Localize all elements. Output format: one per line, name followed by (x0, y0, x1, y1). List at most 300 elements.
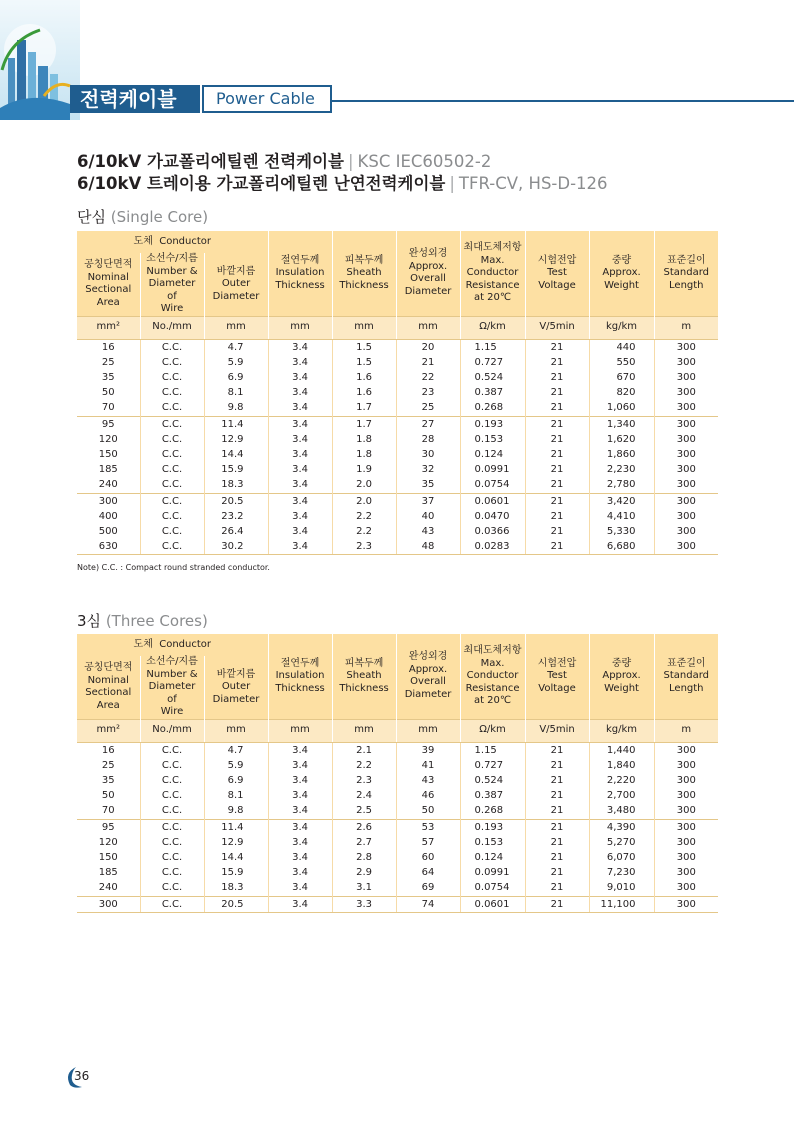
table-cell: 70 (101, 402, 115, 414)
table-row (77, 432, 718, 447)
table-cell: 18.3 (204, 477, 268, 493)
table-cell: 21 (525, 462, 589, 477)
table-cell: 23.2 (204, 509, 268, 524)
table-cell: 3.4 (268, 370, 332, 385)
unit-cell: mm (268, 316, 332, 339)
table-cell: 2,780 (589, 477, 654, 493)
table-cell: 3.4 (268, 385, 332, 400)
table-cell: 2.9 (332, 865, 396, 880)
table-cell: 0.524 (460, 370, 525, 385)
table-cell: 21 (525, 896, 589, 912)
unit-cell: V/5min (525, 719, 589, 742)
table-cell: C.C. (140, 850, 204, 865)
table-cell: 11.4 (204, 416, 268, 432)
table-row (77, 493, 718, 509)
unit-cell: mm² (77, 316, 140, 339)
table-cell: 25 (101, 759, 115, 771)
table-cell: 11.4 (204, 819, 268, 835)
table-cell: 39 (396, 742, 460, 758)
table-cell: 1.5 (332, 355, 396, 370)
table-cell: 120 (98, 433, 118, 445)
table-cell: 300 (654, 370, 718, 385)
weight-header: 중량 Approx. Weight (589, 231, 654, 316)
table-cell: 3.1 (332, 880, 396, 896)
table-cell: 4.7 (204, 339, 268, 355)
table-cell: 2.5 (332, 803, 396, 819)
table-cell: 21 (525, 835, 589, 850)
product-standard-2: TFR-CV, HS-D-126 (458, 174, 608, 193)
table-cell: 0.0366 (460, 524, 525, 539)
table-cell: 440 (589, 339, 654, 355)
table-cell: 21 (525, 416, 589, 432)
nominal-area-header: 공칭단면적 Nominal Sectional Area (77, 656, 140, 719)
table-cell: 300 (654, 509, 718, 524)
table-cell: 2.3 (332, 539, 396, 555)
table-cell: 16 (101, 341, 115, 353)
unit-cell: No./mm (140, 316, 204, 339)
table-cell: 30.2 (204, 539, 268, 555)
table-row (77, 385, 718, 400)
table-cell: 1,060 (589, 400, 654, 416)
table-cell: 0.387 (460, 788, 525, 803)
table-cell: 0.153 (460, 432, 525, 447)
table-cell: 0.0991 (460, 462, 525, 477)
single-core-heading (77, 206, 208, 227)
table-cell: 2.7 (332, 835, 396, 850)
table-cell: 0.0991 (460, 865, 525, 880)
table-cell: 32 (396, 462, 460, 477)
table-cell: C.C. (140, 355, 204, 370)
table-row (77, 896, 718, 912)
table-cell: 120 (98, 836, 118, 848)
table-cell: C.C. (140, 758, 204, 773)
table-cell: 21 (525, 400, 589, 416)
table-cell: 1,840 (589, 758, 654, 773)
city-illustration (0, 0, 80, 120)
table-cell: 0.0283 (460, 539, 525, 555)
table-row (77, 819, 718, 835)
units-row (77, 719, 718, 742)
table-cell: 21 (525, 432, 589, 447)
insulation-header: 절연두께 Insulation Thickness (268, 231, 332, 316)
length-header: 표준길이 Standard Length (654, 231, 718, 316)
table-cell: 0.0601 (460, 896, 525, 912)
table-cell: 300 (654, 835, 718, 850)
product-title-1 (77, 148, 491, 172)
table-cell: C.C. (140, 509, 204, 524)
table-cell: 3.4 (268, 355, 332, 370)
category-ko-label: 전력케이블 (70, 85, 200, 113)
table-cell: 2.2 (332, 524, 396, 539)
table-cell: 53 (396, 819, 460, 835)
table-cell: 3.4 (268, 773, 332, 788)
table-cell: 1.5 (332, 339, 396, 355)
table-cell: 60 (396, 850, 460, 865)
table-row (77, 880, 718, 896)
table-cell: 57 (396, 835, 460, 850)
table-cell: 3.4 (268, 447, 332, 462)
table-cell: 5.9 (204, 758, 268, 773)
table-cell: 15.9 (204, 462, 268, 477)
table-cell: 26.4 (204, 524, 268, 539)
table-cell: C.C. (140, 462, 204, 477)
table-cell: 5,330 (589, 524, 654, 539)
table-cell: 3.4 (268, 865, 332, 880)
resistance-header: 최대도체저항 Max. Conductor Resistance at 20℃ (460, 634, 525, 719)
table-cell: 300 (654, 803, 718, 819)
unit-cell: m (654, 316, 718, 339)
table-cell: 3.4 (268, 493, 332, 509)
table-cell: 300 (654, 788, 718, 803)
table-cell: 185 (98, 867, 118, 879)
unit-cell: mm (396, 316, 460, 339)
table-cell: 3.4 (268, 758, 332, 773)
table-cell: C.C. (140, 477, 204, 493)
table-cell: 21 (525, 819, 589, 835)
table-header (77, 634, 718, 742)
sheath-header: 피복두께 Sheath Thickness (332, 634, 396, 719)
table-cell: 3.4 (268, 742, 332, 758)
table-cell: 3.4 (268, 788, 332, 803)
table-cell: 14.4 (204, 447, 268, 462)
table-cell: 12.9 (204, 835, 268, 850)
table-row (77, 477, 718, 493)
table-cell: 0.0470 (460, 509, 525, 524)
table-row (77, 370, 718, 385)
insulation-header: 절연두께 Insulation Thickness (268, 634, 332, 719)
table-cell: 150 (98, 448, 118, 460)
page-number (64, 1065, 94, 1089)
table-cell: 4,390 (589, 819, 654, 835)
table-row (77, 865, 718, 880)
table-cell: 2.8 (332, 850, 396, 865)
table-cell: 50 (396, 803, 460, 819)
table-cell: 300 (654, 773, 718, 788)
table-cell: 2,230 (589, 462, 654, 477)
table-cell: 22 (396, 370, 460, 385)
table-cell: 3.3 (332, 896, 396, 912)
conductor-group-header: 도체 Conductor (77, 231, 268, 253)
page-number-text: 36 (74, 1069, 90, 1083)
table-cell: 1.15 (460, 339, 525, 355)
table-cell: 300 (654, 524, 718, 539)
table-cell: 0.268 (460, 400, 525, 416)
table-cell: 3.4 (268, 400, 332, 416)
table-cell: 43 (396, 773, 460, 788)
title-separator: | (347, 152, 354, 171)
table-cell: 2.2 (332, 509, 396, 524)
table-cell: C.C. (140, 742, 204, 758)
table-cell: 48 (396, 539, 460, 555)
single-core-title-ko: 단심 (77, 208, 106, 226)
table-cell: 21 (396, 355, 460, 370)
table-row (77, 850, 718, 865)
table-cell: 35 (101, 371, 115, 383)
table-row (77, 773, 718, 788)
table-cell: 95 (77, 416, 140, 432)
table-cell: 4,410 (589, 509, 654, 524)
table-cell: C.C. (140, 773, 204, 788)
table-cell: 0.524 (460, 773, 525, 788)
table-cell: 300 (654, 477, 718, 493)
table-cell: 21 (525, 850, 589, 865)
table-cell: 3.4 (268, 416, 332, 432)
table-cell: 5.9 (204, 355, 268, 370)
table-cell: 300 (654, 896, 718, 912)
test-voltage-header: 시험전압 Test Voltage (525, 634, 589, 719)
table-cell: 21 (525, 509, 589, 524)
unit-cell: mm (268, 719, 332, 742)
table-row (77, 835, 718, 850)
table-cell: 300 (77, 493, 140, 509)
table-cell: 820 (589, 385, 654, 400)
table-cell: 0.0754 (460, 880, 525, 896)
table-cell: 300 (654, 850, 718, 865)
unit-cell: mm (396, 719, 460, 742)
table-cell: 21 (525, 447, 589, 462)
table-cell: 21 (525, 524, 589, 539)
table-cell: C.C. (140, 432, 204, 447)
table-cell: 2.3 (332, 773, 396, 788)
table-cell: 3.4 (268, 850, 332, 865)
table-cell: 15.9 (204, 865, 268, 880)
table-cell: 3.4 (268, 835, 332, 850)
resistance-header: 최대도체저항 Max. Conductor Resistance at 20℃ (460, 231, 525, 316)
header-rule (330, 100, 794, 102)
table-cell: 300 (77, 896, 140, 912)
table-cell: 630 (77, 539, 140, 555)
table-cell: 0.0754 (460, 477, 525, 493)
table-cell: 3,480 (589, 803, 654, 819)
table-cell: C.C. (140, 385, 204, 400)
table-cell: 3.4 (268, 819, 332, 835)
table-cell: 500 (98, 525, 118, 537)
sheath-header: 피복두께 Sheath Thickness (332, 231, 396, 316)
table-cell: C.C. (140, 493, 204, 509)
table-cell: 9.8 (204, 803, 268, 819)
table-cell: 2,220 (589, 773, 654, 788)
wire-header: 소선수/지름 Number & Diameter of Wire (140, 253, 204, 316)
table-row (77, 416, 718, 432)
product-standard-1: KSC IEC60502-2 (357, 152, 492, 171)
table-row (77, 803, 718, 819)
table-cell: 6.9 (204, 773, 268, 788)
unit-cell: V/5min (525, 316, 589, 339)
single-core-title-en: (Single Core) (110, 208, 209, 226)
table-cell: 50 (101, 387, 115, 399)
table-cell: 21 (525, 758, 589, 773)
table-cell: C.C. (140, 803, 204, 819)
unit-cell: m (654, 719, 718, 742)
table-cell: 2,700 (589, 788, 654, 803)
table-cell: 300 (654, 385, 718, 400)
test-voltage-header: 시험전압 Test Voltage (525, 231, 589, 316)
table-cell: 1.8 (332, 432, 396, 447)
table-cell: 21 (525, 385, 589, 400)
table-row (77, 742, 718, 758)
table-cell: 28 (396, 432, 460, 447)
table-cell: 20.5 (204, 896, 268, 912)
table-cell: 37 (396, 493, 460, 509)
table-cell: 1,440 (589, 742, 654, 758)
table-cell: 1.7 (332, 416, 396, 432)
table-cell: 8.1 (204, 788, 268, 803)
table-cell: 4.7 (204, 742, 268, 758)
table-cell: C.C. (140, 788, 204, 803)
table-cell: 21 (525, 370, 589, 385)
table-cell: 6,070 (589, 850, 654, 865)
table-cell: 21 (525, 742, 589, 758)
table-cell: 300 (654, 493, 718, 509)
table-cell: 240 (98, 882, 118, 894)
table-cell: 21 (525, 339, 589, 355)
table-row (77, 788, 718, 803)
table-cell: 25 (396, 400, 460, 416)
unit-cell: mm² (77, 719, 140, 742)
table-cell: 1.7 (332, 400, 396, 416)
table-cell: 21 (525, 477, 589, 493)
single-core-table (77, 231, 718, 555)
three-core-rows (77, 742, 718, 912)
table-cell: 2.0 (332, 493, 396, 509)
table-row (77, 758, 718, 773)
table-cell: 20 (396, 339, 460, 355)
table-cell: 30 (396, 447, 460, 462)
table-cell: 2.1 (332, 742, 396, 758)
table-cell: 21 (525, 493, 589, 509)
unit-cell: mm (332, 316, 396, 339)
table-cell: C.C. (140, 370, 204, 385)
table-cell: 21 (525, 865, 589, 880)
table-note: Note) C.C. : Compact round stranded conductor. (77, 563, 270, 572)
table-cell: 21 (525, 539, 589, 555)
unit-cell: No./mm (140, 719, 204, 742)
table-cell: 300 (654, 355, 718, 370)
table-cell: 21 (525, 803, 589, 819)
table-cell: 3.4 (268, 803, 332, 819)
table-cell: 300 (654, 539, 718, 555)
table-cell: 3.4 (268, 477, 332, 493)
table-cell: 0.727 (460, 758, 525, 773)
table-cell: 300 (654, 865, 718, 880)
table-cell: 300 (654, 819, 718, 835)
table-cell: 300 (654, 462, 718, 477)
table-cell: C.C. (140, 416, 204, 432)
table-cell: 16 (101, 744, 115, 756)
table-row (77, 355, 718, 370)
table-cell: 25 (101, 356, 115, 368)
table-cell: 0.153 (460, 835, 525, 850)
table-cell: 69 (396, 880, 460, 896)
table-cell: 3.4 (268, 896, 332, 912)
table-cell: 70 (101, 805, 115, 817)
table-cell: 11,100 (589, 896, 654, 912)
table-row (77, 447, 718, 462)
table-cell: C.C. (140, 339, 204, 355)
unit-cell: Ω/km (460, 316, 525, 339)
table-cell: 8.1 (204, 385, 268, 400)
table-row (77, 509, 718, 524)
single-core-rows (77, 339, 718, 555)
title-separator: | (449, 174, 455, 193)
table-cell: 300 (654, 432, 718, 447)
unit-cell: kg/km (589, 316, 654, 339)
length-header: 표준길이 Standard Length (654, 634, 718, 719)
table-cell: 0.387 (460, 385, 525, 400)
overall-diameter-header: 완성외경 Approx. Overall Diameter (396, 231, 460, 316)
table-cell: 3.4 (268, 509, 332, 524)
table-cell: 5,270 (589, 835, 654, 850)
table-cell: C.C. (140, 896, 204, 912)
category-en-label: Power Cable (202, 85, 332, 113)
table-cell: 35 (101, 774, 115, 786)
table-cell: 1,340 (589, 416, 654, 432)
table-cell: 43 (396, 524, 460, 539)
table-cell: 7,230 (589, 865, 654, 880)
table-cell: 6.9 (204, 370, 268, 385)
table-cell: 3,420 (589, 493, 654, 509)
unit-cell: kg/km (589, 719, 654, 742)
table-cell: 670 (589, 370, 654, 385)
table-cell: 550 (589, 355, 654, 370)
table-header (77, 231, 718, 339)
table-cell: C.C. (140, 447, 204, 462)
table-cell: 41 (396, 758, 460, 773)
table-cell: 21 (525, 880, 589, 896)
table-cell: 3.4 (268, 462, 332, 477)
table-cell: 21 (525, 773, 589, 788)
table-cell: 1,860 (589, 447, 654, 462)
table-cell: 9.8 (204, 400, 268, 416)
table-cell: 3.4 (268, 432, 332, 447)
table-cell: 2.4 (332, 788, 396, 803)
table-cell: C.C. (140, 524, 204, 539)
table-row (77, 539, 718, 555)
table-cell: 0.124 (460, 850, 525, 865)
table-cell: 27 (396, 416, 460, 432)
table-cell: C.C. (140, 819, 204, 835)
weight-header: 중량 Approx. Weight (589, 634, 654, 719)
table-cell: 300 (654, 758, 718, 773)
table-cell: 0.268 (460, 803, 525, 819)
table-cell: 0.0601 (460, 493, 525, 509)
product-title-2 (77, 170, 608, 194)
table-cell: C.C. (140, 539, 204, 555)
table-cell: 2.6 (332, 819, 396, 835)
table-cell: 12.9 (204, 432, 268, 447)
three-core-table (77, 634, 718, 913)
unit-cell: mm (204, 719, 268, 742)
table-cell: C.C. (140, 880, 204, 896)
conductor-group-header: 도체 Conductor (77, 634, 268, 656)
table-cell: 300 (654, 880, 718, 896)
table-cell: 185 (98, 464, 118, 476)
table-cell: 300 (654, 339, 718, 355)
table-cell: 300 (654, 400, 718, 416)
table-cell: 300 (654, 447, 718, 462)
table-cell: 3.4 (268, 539, 332, 555)
table-cell: 0.193 (460, 416, 525, 432)
table-row (77, 524, 718, 539)
table-cell: 400 (98, 510, 118, 522)
table-cell: 1.6 (332, 385, 396, 400)
outer-diameter-header: 바깥지름 Outer Diameter (204, 253, 268, 316)
table-row (77, 339, 718, 355)
table-cell: 95 (77, 819, 140, 835)
nominal-area-header: 공칭단면적 Nominal Sectional Area (77, 253, 140, 316)
table-cell: 1.6 (332, 370, 396, 385)
table-cell: 0.193 (460, 819, 525, 835)
